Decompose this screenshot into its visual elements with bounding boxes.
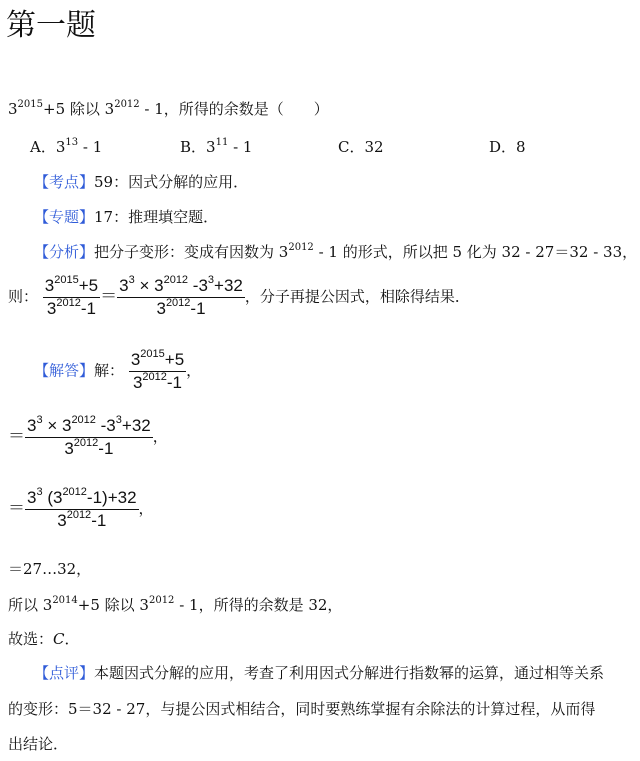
option-c[interactable]: C．32 [338,138,384,156]
jieda-step5: 所以 $3^{2014}+5$ 除以 $3^{2012} - 1$，所得的余数是 32， [8,595,343,614]
fraction-expanded: $\frac{3^3 \times 3^{2012} -3^3+32}{3^{2012}-1}$ [119,274,243,318]
jieda-step6: 故选：C． [8,630,80,648]
jieda-step2: ＝ $\frac{3^3 \times 3^{2012} -3^3+32}{3^{2012}-1}$ ， [8,414,168,458]
fenxi-line1: 【分析】把分子变形：变成有因数为 $3^{2012} - 1$ 的形式，所以把 5 化为 32 - 27＝32 - 33， [34,242,638,261]
question-text: $3^{2015}+5$ 除以 $3^{2012} - 1$，所得的余数是（ ） [8,99,329,118]
fraction-expanded: $\frac{3^3 \times 3^{2012} -3^3+32}{3^{2012}-1}$ [27,414,151,458]
option-b[interactable]: B．$3^{11} - 1$ [180,137,253,156]
kaodian-tag: 【考点】 [34,173,95,191]
option-d[interactable]: D．8 [489,138,526,156]
jieda-step4: ＝27…32， [8,560,92,578]
dianping-line1: 【点评】本题因式分解的应用，考查了利用因式分解进行指数幂的运算，通过相等关系 [34,664,605,682]
kaodian-line: 【考点】59：因式分解的应用． [34,173,249,191]
dianping-tag: 【点评】 [34,664,95,682]
fraction-original: $\frac{3^{2015}+5}{3^{2012}-1}$ [44,274,99,318]
jieda-tag: 【解答】 [34,361,95,380]
dianping-line2: 的变形：5＝32 - 27，与提公因式相结合，同时要熟练掌握有余除法的计算过程，从而得 [8,700,596,718]
zhuanti-line: 【专题】17：推理填空题． [34,208,219,226]
zhuanti-tag: 【专题】 [34,208,95,226]
page-title: 第一题 [6,8,96,43]
jieda-step3: ＝ $\frac{3^3 (3^{2012}-1)+32}{3^{2012}-1}$ ， [8,486,154,530]
fenxi-line2: 则： $\frac{3^{2015}+5}{3^{2012}-1}$ ＝ $\frac{3^3 \times 3^{2012} -3^3+32}{3^{2012}-1}$ ，分子再提公因式，相除得结果． [8,274,470,318]
fraction-factored: $\frac{3^3 (3^{2012}-1)+32}{3^{2012}-1}$ [27,486,137,530]
fraction-original: $\frac{3^{2015}+5}{3^{2012}-1}$ [130,348,185,392]
dianping-line3: 出结论． [8,735,69,753]
fenxi-tag: 【分析】 [34,243,95,261]
option-a[interactable]: A．$3^{13} - 1$ [30,137,103,156]
jieda-line1: 【解答】解： $\frac{3^{2015}+5}{3^{2012}-1}$ ， [34,348,202,392]
